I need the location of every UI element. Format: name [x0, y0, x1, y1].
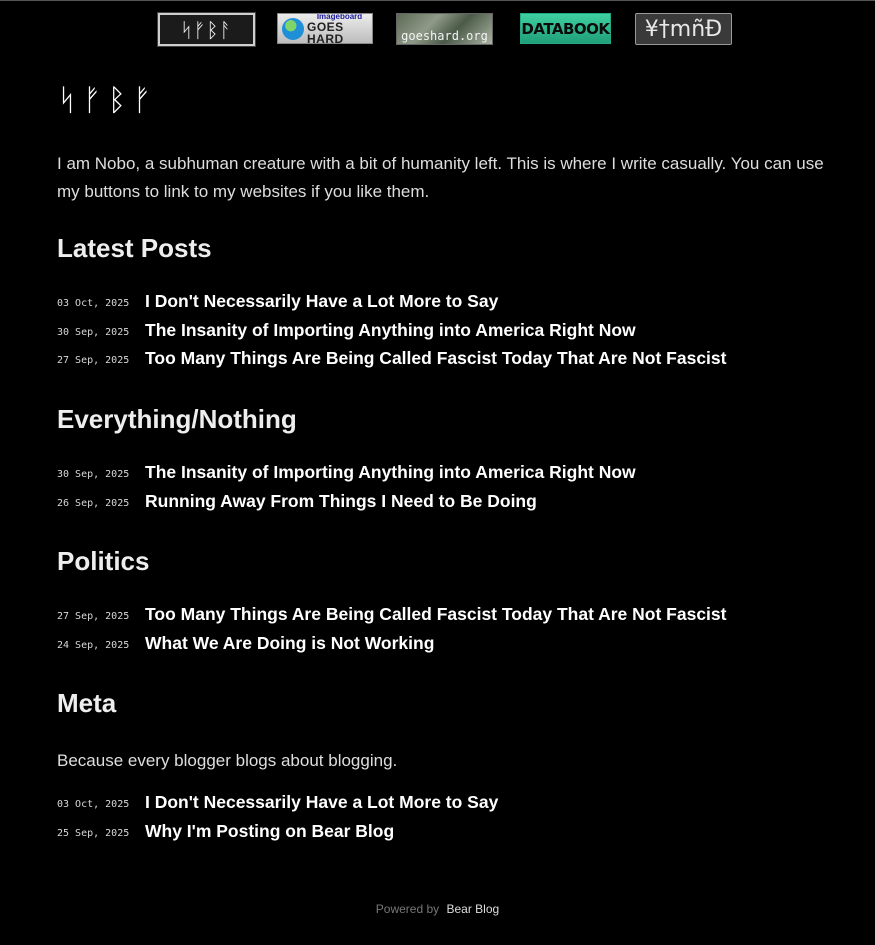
section-title-everything: Everything/Nothing — [57, 404, 297, 434]
list-item — [57, 821, 498, 850]
button-label: goeshard.org — [401, 29, 488, 43]
section-title-meta: Meta — [57, 688, 117, 718]
post-link[interactable]: Too Many Things Are Being Called Fascist Today That Are Not Fascist — [145, 604, 727, 624]
bear-blog-link[interactable]: Bear Blog — [446, 902, 500, 916]
symbol-button[interactable] — [635, 13, 732, 45]
post-date: 03 Oct, 2025 — [57, 298, 130, 309]
powered-by-text: Powered by — [375, 902, 440, 916]
section-description-meta: Because every blogger blogs about blogging. — [57, 751, 398, 770]
list-item — [57, 348, 726, 377]
post-link[interactable]: What We Are Doing is Not Working — [145, 632, 435, 653]
list-item — [57, 633, 726, 662]
post-link[interactable]: I Don't Necessarily Have a Lot More to Say — [145, 792, 499, 812]
post-date: 24 Sep, 2025 — [57, 639, 130, 651]
button-label: ᛋᚠᛒᚨ — [180, 17, 233, 42]
button-label: ¥†mñÐ — [644, 16, 723, 42]
globe-icon — [282, 18, 304, 40]
list-item — [57, 462, 636, 491]
latest-post-list — [57, 291, 726, 377]
intro-text: I am Nobo, a subhuman creature with a bit of humanity left. This is where I write casually. You can use my buttons to link to my websites if you like them. — [57, 154, 824, 201]
button-label: DATABOOK — [521, 19, 610, 38]
list-item — [57, 491, 636, 520]
top-divider — [0, 0, 875, 1]
post-link[interactable]: The Insanity of Importing Anything into America Right Now — [145, 462, 636, 482]
section-title-latest: Latest Posts — [57, 233, 212, 263]
everything-post-list — [57, 462, 636, 519]
post-link[interactable]: Why I'm Posting on Bear Blog — [145, 820, 395, 841]
list-item — [57, 604, 726, 633]
post-link[interactable]: The Insanity of Importing Anything into America Right Now — [145, 319, 636, 340]
post-date: 30 Sep, 2025 — [57, 469, 130, 480]
imageboard-button[interactable] — [277, 13, 373, 44]
post-date: 27 Sep, 2025 — [57, 611, 130, 622]
goeshard-button[interactable] — [396, 13, 493, 45]
post-date: 03 Oct, 2025 — [57, 799, 130, 810]
site-buttons-bar — [0, 13, 875, 47]
post-link[interactable]: Running Away From Things I Need to Be Doing — [145, 490, 537, 511]
list-item — [57, 320, 726, 349]
section-title-politics: Politics — [57, 546, 150, 576]
post-link[interactable]: I Don't Necessarily Have a Lot More to Say — [145, 291, 499, 311]
post-date: 25 Sep, 2025 — [57, 827, 130, 839]
post-date: 27 Sep, 2025 — [57, 355, 130, 366]
nobo-rune-button[interactable] — [158, 13, 255, 46]
post-link[interactable]: Too Many Things Are Being Called Fascist Today That Are Not Fascist — [145, 348, 727, 368]
meta-post-list — [57, 792, 498, 849]
post-date: 26 Sep, 2025 — [57, 497, 130, 509]
databook-button[interactable] — [520, 13, 611, 44]
button-label-bottom: GOES HARD — [307, 19, 344, 44]
button-label-top: Imageboard — [316, 13, 363, 21]
site-logo[interactable]: ᛋᚠᛒᚠ — [58, 83, 158, 118]
footer — [0, 900, 875, 918]
post-date: 30 Sep, 2025 — [57, 326, 130, 338]
list-item — [57, 291, 726, 320]
list-item — [57, 792, 498, 821]
politics-post-list — [57, 604, 726, 661]
